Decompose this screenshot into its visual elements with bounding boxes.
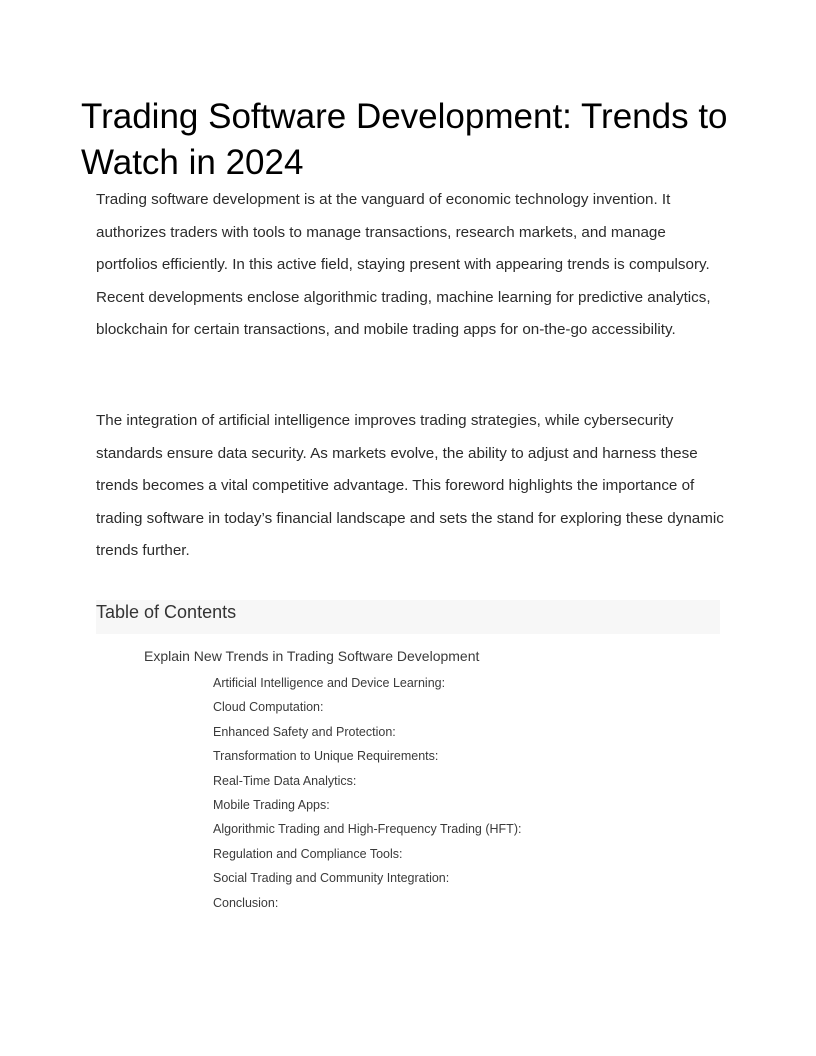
intro-paragraph-1: Trading software development is at the vanguard of economic technology invention. It authorizes traders with tools to manage transactions, research markets, and manage portfolios efficiently. In this active field, staying present with appearing trends is compulsory. Recent developments enclose algorithmic trading, machine learning for predictive analytics, blockchain for certain transactions, and mobile trading apps for on-the-go accessibility. (96, 191, 711, 339)
toc-link-safety[interactable]: Enhanced Safety and Protection: (213, 724, 396, 739)
toc-link-mobile-apps[interactable]: Mobile Trading Apps: (213, 797, 330, 812)
intro-paragraph-2: The integration of artificial intelligence improves trading strategies, while cybersecurity standards ensure data security. As markets evolve, the ability to adjust and harness these trends becomes a vital competitive advantage. This foreword highlights the importance of trading software in today’s financial landscape and sets the stand for exploring these dynamic trends further. (96, 412, 724, 560)
toc-link-main-section[interactable]: Explain New Trends in Trading Software Development (144, 648, 480, 664)
toc-header (96, 600, 720, 634)
page-title: Trading Software Development: Trends to Watch in 2024 (81, 97, 728, 182)
toc-link-realtime-analytics[interactable]: Real-Time Data Analytics: (213, 773, 357, 788)
toc-link-transformation[interactable]: Transformation to Unique Requirements: (213, 749, 439, 764)
toc-link-algorithmic-trading[interactable]: Algorithmic Trading and High-Frequency Trading (HFT): (213, 822, 522, 837)
toc-link-conclusion[interactable]: Conclusion: (213, 895, 279, 910)
toc-sublist (213, 671, 521, 915)
toc-link-ai[interactable]: Artificial Intelligence and Device Learning: (213, 676, 446, 690)
toc-title: Table of Contents (96, 602, 237, 622)
toc-link-regulation[interactable]: Regulation and Compliance Tools: (213, 846, 403, 861)
toc-link-cloud[interactable]: Cloud Computation: (213, 700, 324, 715)
toc-link-social-trading[interactable]: Social Trading and Community Integration: (213, 871, 450, 886)
